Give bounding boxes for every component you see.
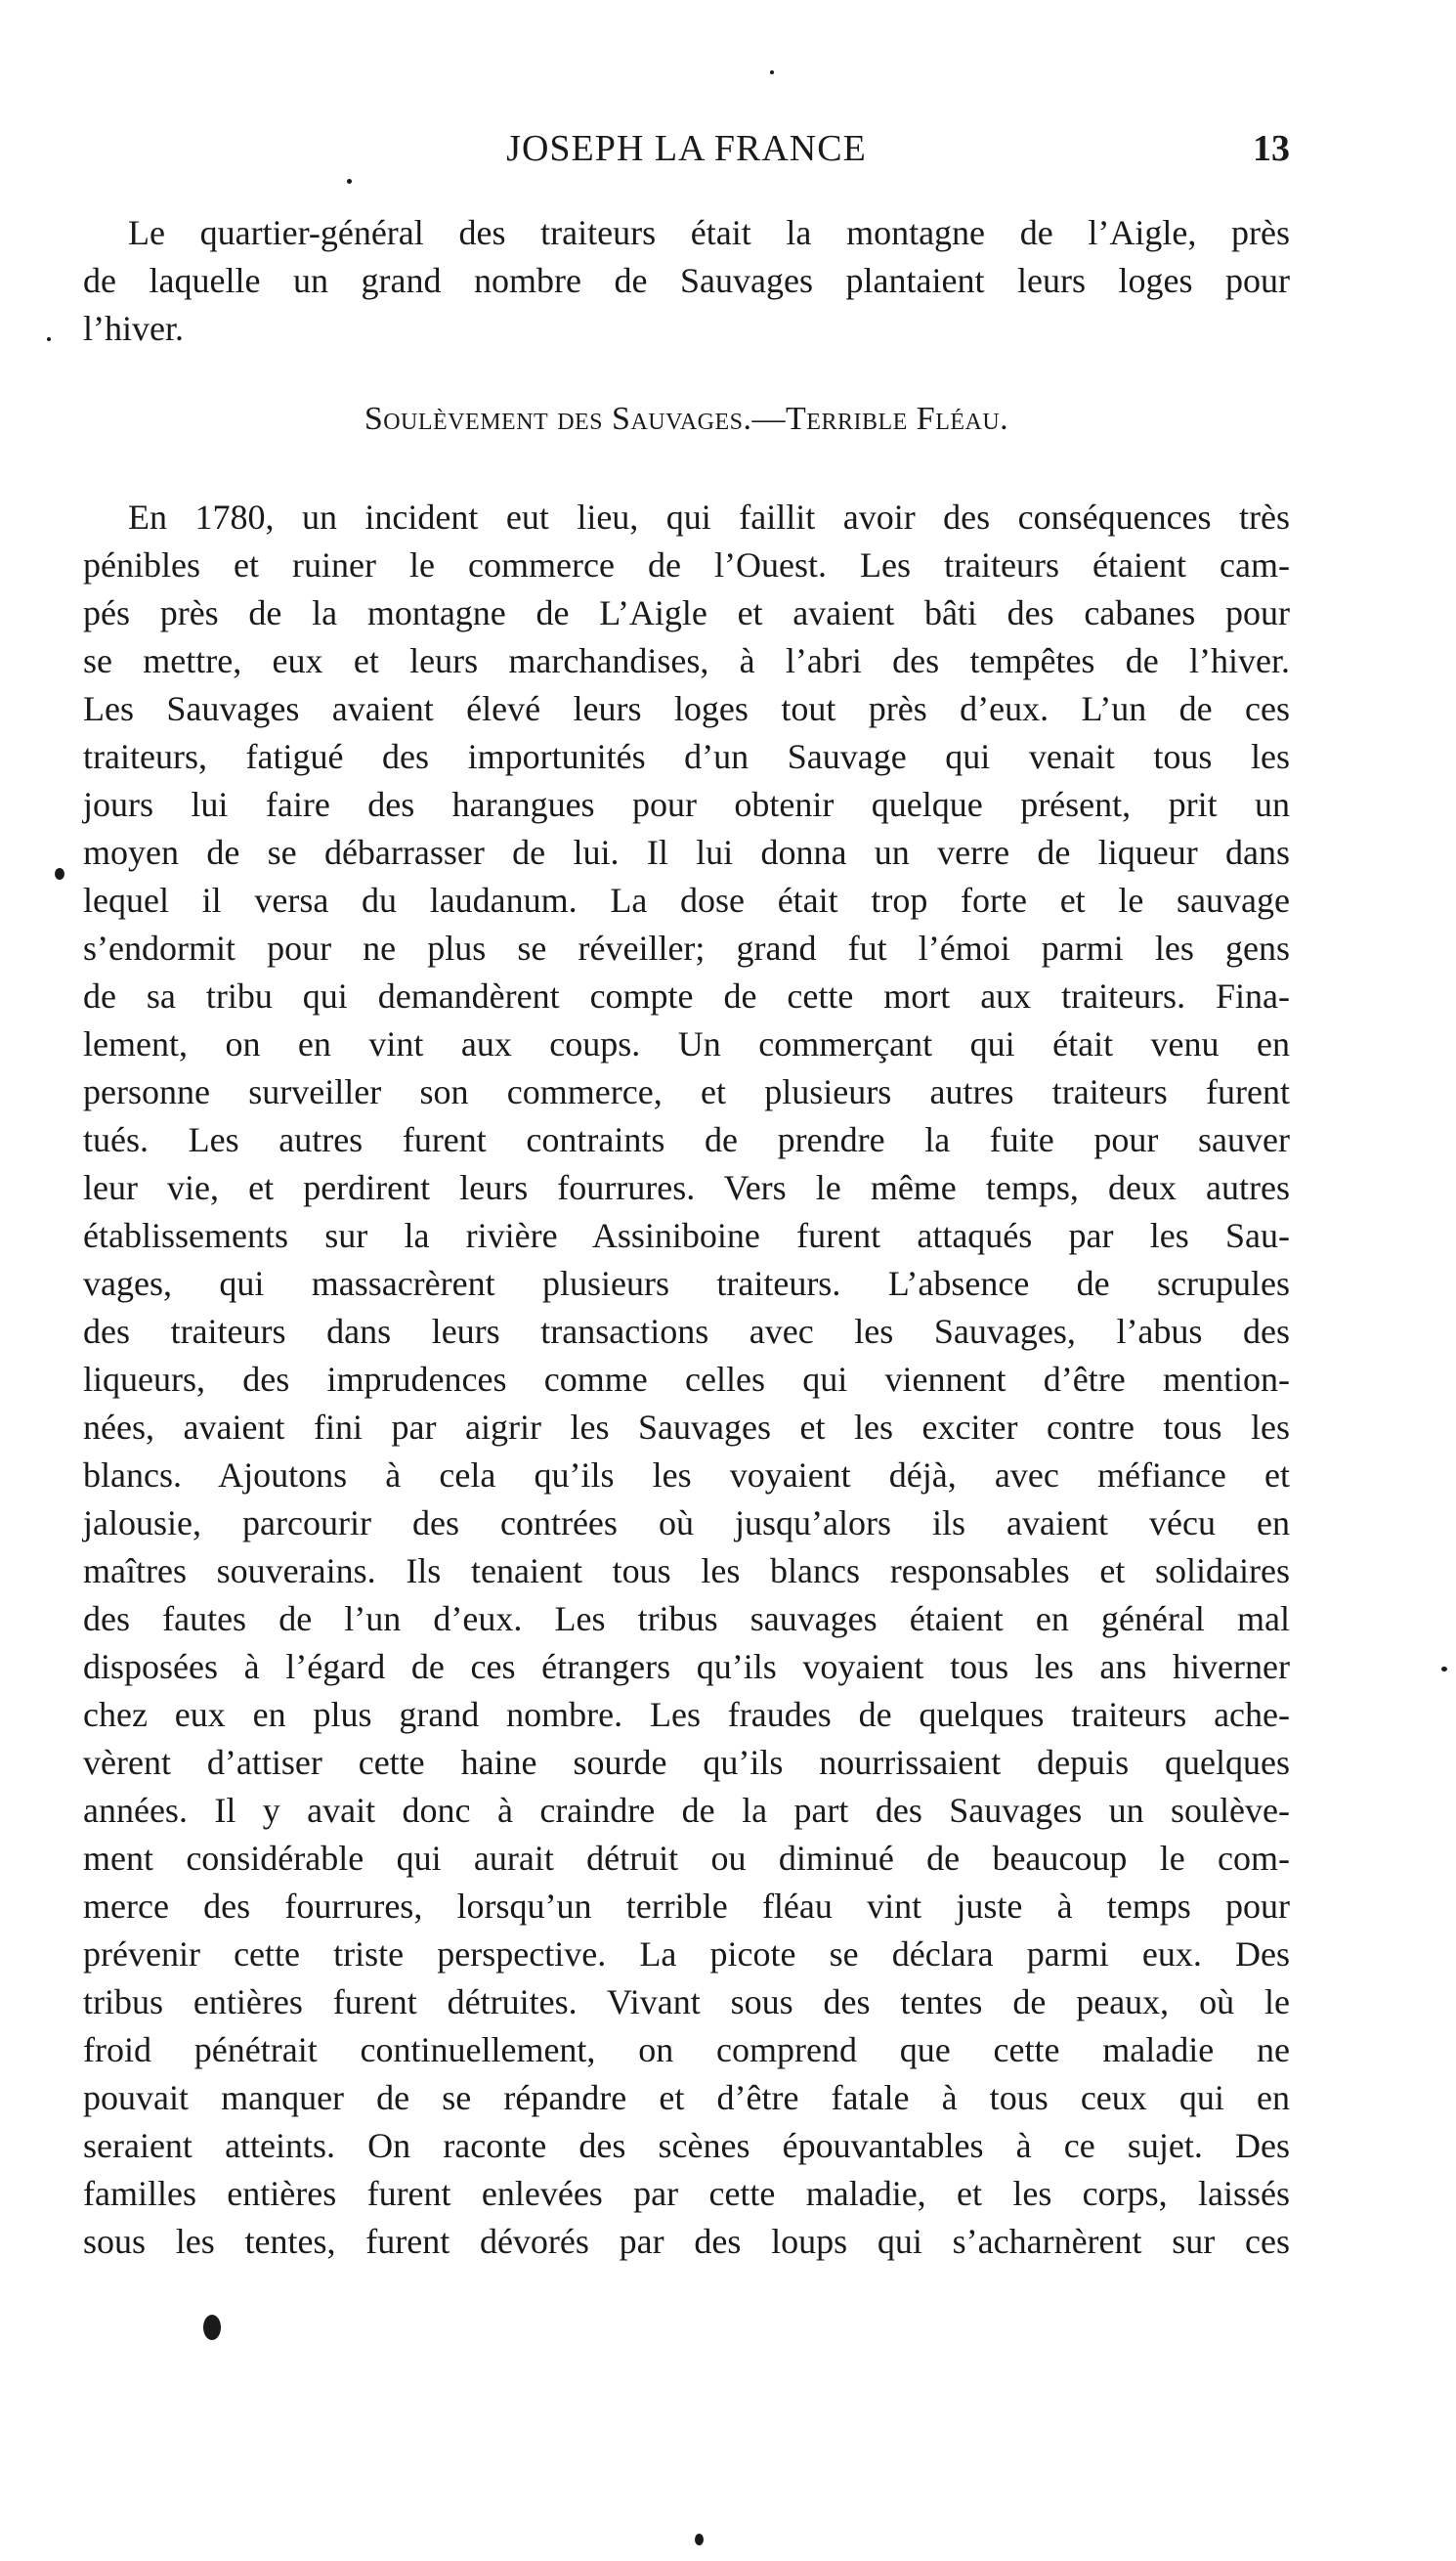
ink-speck <box>347 179 352 184</box>
section-heading: Soulèvement des Sauvages.—Terrible Fléau. <box>364 401 1009 437</box>
text-line: pés près de la montagne de L’Aigle et avaient bâti des cabanes pour <box>83 593 1290 632</box>
text-line: jalousie, parcourir des contrées où jusqu’alors ils avaient vécu en <box>83 1503 1290 1542</box>
running-head <box>83 127 1290 182</box>
text-line: tribus entières furent détruites. Vivant sous des tentes de peaux, où le <box>83 1982 1290 2021</box>
ink-speck <box>203 2315 221 2340</box>
text-line: sous les tentes, furent dévorés par des loups qui s’acharnèrent sur ces <box>83 2222 1290 2261</box>
ink-speck <box>47 337 51 341</box>
text-line: nées, avaient fini par aigrir les Sauvages et les exciter contre tous les <box>83 1408 1290 1447</box>
ink-speck <box>1441 1667 1447 1671</box>
main-paragraph <box>83 494 1290 2266</box>
text-line: moyen de se débarrasser de lui. Il lui donna un verre de liqueur dans <box>83 833 1290 872</box>
ink-speck <box>55 868 64 880</box>
text-line: pénibles et ruiner le commerce de l’Ouest. Les traiteurs étaient cam- <box>83 545 1290 585</box>
intro-paragraph <box>83 209 1290 353</box>
text-line: se mettre, eux et leurs marchandises, à l’abri des tempêtes de l’hiver. <box>83 641 1290 680</box>
text-line: merce des fourrures, lorsqu’un terrible fléau vint juste à temps pour <box>83 1887 1290 1926</box>
text-line: l’hiver. <box>83 309 184 348</box>
page-number: 13 <box>1253 128 1290 169</box>
text-line: blancs. Ajoutons à cela qu’ils les voyaient déjà, avec méfiance et <box>83 1455 1290 1495</box>
running-title: JOSEPH LA FRANCE <box>506 128 867 169</box>
text-line: vèrent d’attiser cette haine sourde qu’ils nourrissaient depuis quelques <box>83 1743 1290 1782</box>
text-line: tués. Les autres furent contraints de prendre la fuite pour sauver <box>83 1120 1290 1159</box>
text-line: jours lui faire des harangues pour obtenir quelque présent, prit un <box>83 785 1290 824</box>
text-line: de sa tribu qui demandèrent compte de cette mort aux traiteurs. Fina- <box>83 977 1290 1016</box>
text-line: prévenir cette triste perspective. La picote se déclara parmi eux. Des <box>83 1934 1290 1974</box>
text-line: leur vie, et perdirent leurs fourrures. Vers le même temps, deux autres <box>83 1168 1290 1207</box>
text-line: s’endormit pour ne plus se réveiller; grand fut l’émoi parmi les gens <box>83 929 1290 968</box>
text-line: ment considérable qui aurait détruit ou diminué de beaucoup le com- <box>83 1839 1290 1878</box>
text-line: vages, qui massacrèrent plusieurs traiteurs. L’absence de scrupules <box>83 1264 1290 1303</box>
text-line: Le quartier-général des traiteurs était la montagne de l’Aigle, près <box>128 213 1290 252</box>
text-line: froid pénétrait continuellement, on comprend que cette maladie ne <box>83 2030 1290 2069</box>
text-line: des fautes de l’un d’eux. Les tribus sauvages étaient en général mal <box>83 1599 1290 1638</box>
text-line: lequel il versa du laudanum. La dose était trop forte et le sauvage <box>83 881 1290 920</box>
text-line: lement, on en vint aux coups. Un commerçant qui était venu en <box>83 1024 1290 1063</box>
text-line: maîtres souverains. Ils tenaient tous les blancs responsables et solidaires <box>83 1551 1290 1590</box>
text-line: familles entières furent enlevées par cette maladie, et les corps, laissés <box>83 2174 1290 2213</box>
ink-speck <box>695 2534 704 2545</box>
text-line: traiteurs, fatigué des importunités d’un Sauvage qui venait tous les <box>83 737 1290 776</box>
text-line: seraient atteints. On raconte des scènes épouvantables à ce sujet. Des <box>83 2126 1290 2165</box>
text-line: années. Il y avait donc à craindre de la part des Sauvages un soulève- <box>83 1791 1290 1830</box>
text-line: disposées à l’égard de ces étrangers qu’ils voyaient tous les ans hiverner <box>83 1647 1290 1686</box>
text-line: Les Sauvages avaient élevé leurs loges tout près d’eux. L’un de ces <box>83 689 1290 728</box>
text-line: de laquelle un grand nombre de Sauvages plantaient leurs loges pour <box>83 261 1290 300</box>
text-line: pouvait manquer de se répandre et d’être fatale à tous ceux qui en <box>83 2078 1290 2117</box>
text-line: chez eux en plus grand nombre. Les fraudes de quelques traiteurs ache- <box>83 1695 1290 1734</box>
ink-speck <box>770 70 774 74</box>
text-line: établissements sur la rivière Assiniboine furent attaqués par les Sau- <box>83 1216 1290 1255</box>
text-line: personne surveiller son commerce, et plusieurs autres traiteurs furent <box>83 1072 1290 1111</box>
text-line: des traiteurs dans leurs transactions avec les Sauvages, l’abus des <box>83 1312 1290 1351</box>
text-line: En 1780, un incident eut lieu, qui faillit avoir des conséquences très <box>128 498 1290 537</box>
text-line: liqueurs, des imprudences comme celles qui viennent d’être mention- <box>83 1360 1290 1399</box>
